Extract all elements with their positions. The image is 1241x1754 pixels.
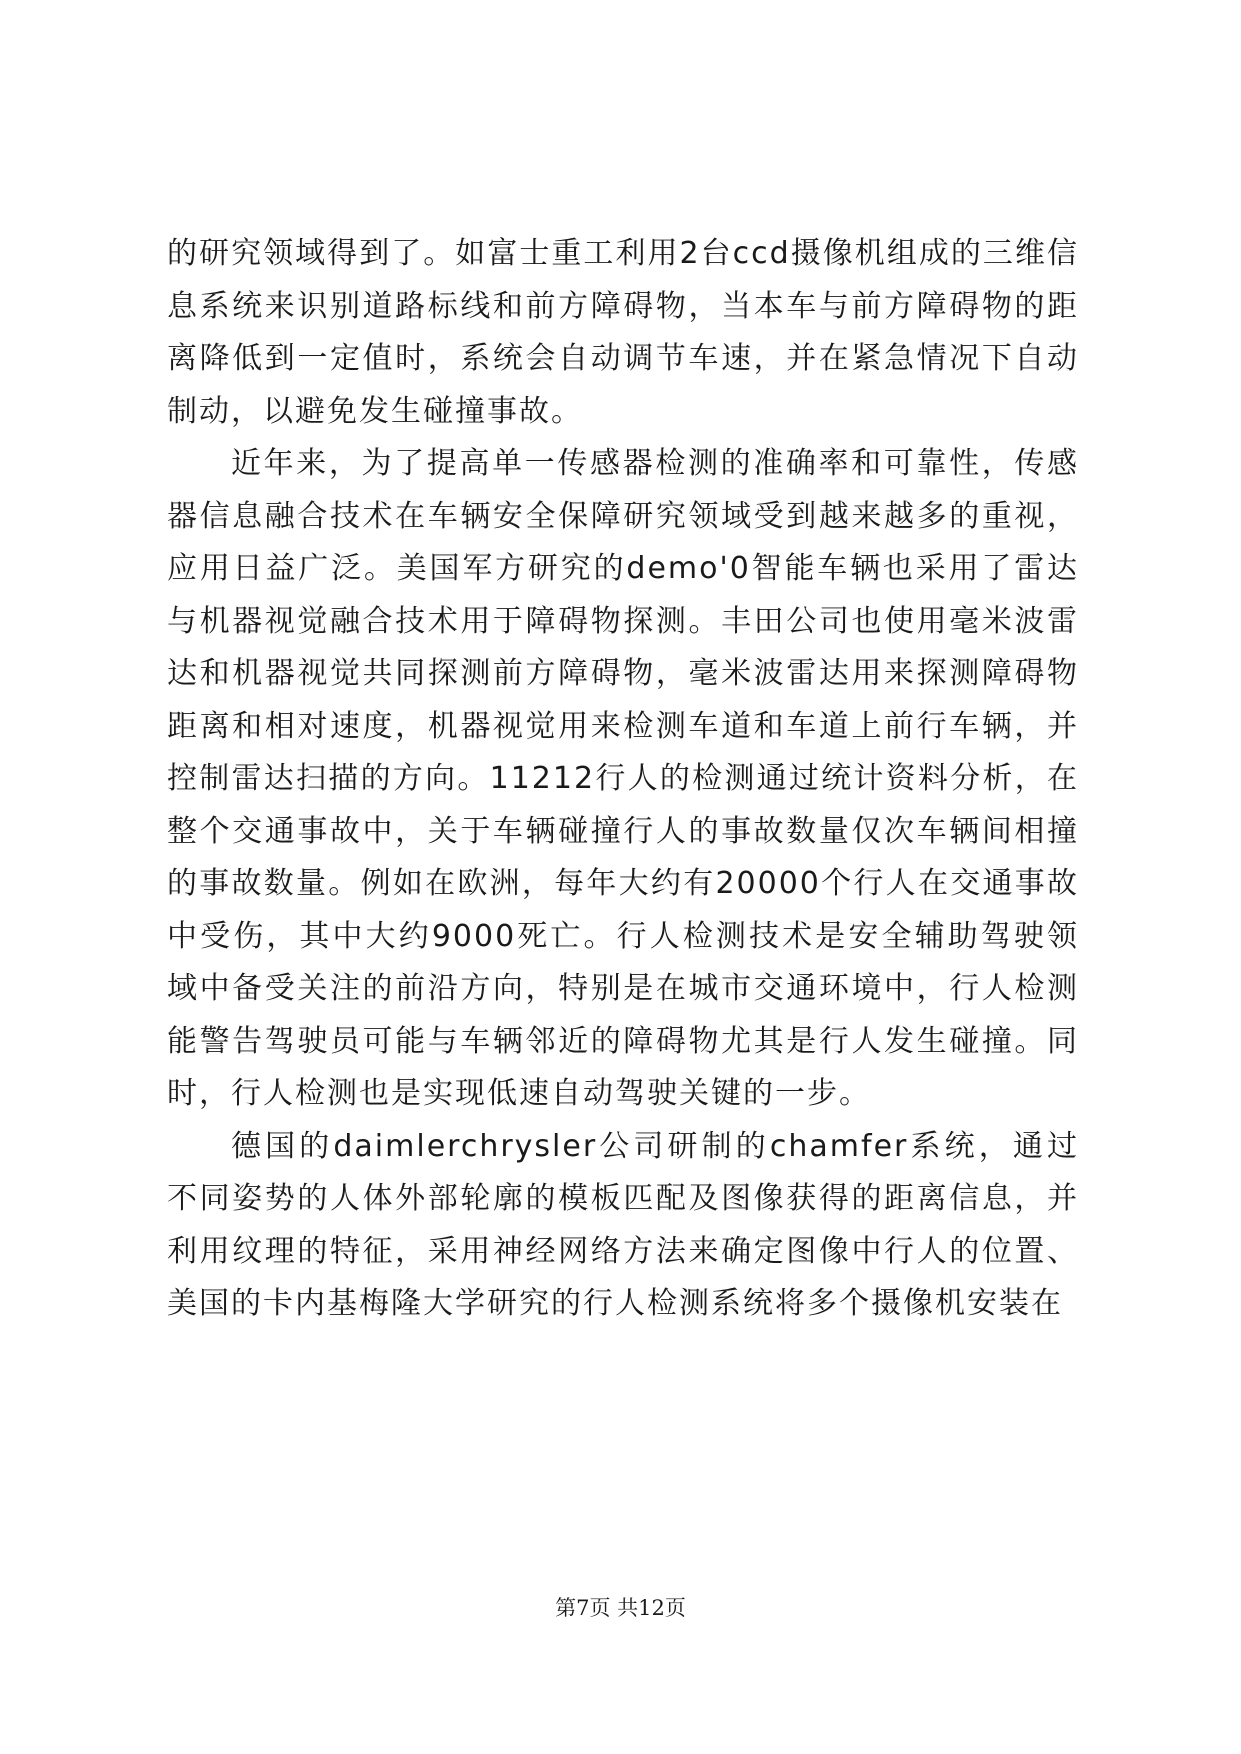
paragraph-1: 的研究领域得到了。如富士重工利用2台ccd摄像机组成的三维信息系统来识别道路标线和前方障碍物，当本车与前方障碍物的距离降低到一定值时，系统会自动调节车速，并在紧急情况下自动制动，以避免发生碰撞事故。 (167, 236, 1079, 429)
paragraph-2: 近年来，为了提高单一传感器检测的准确率和可靠性，传感器信息融合技术在车辆安全保障研究领域受到越来越多的重视，应用日益广泛。美国军方研究的demo'0智能车辆也采用了雷达与机器视觉融合技术用于障碍物探测。丰田公司也使用毫米波雷达和机器视觉共同探测前方障碍物，毫米波雷达用来探测障碍物距离和相对速度，机器视觉用来检测车道和车道上前行车辆，并控制雷达扫描的方向。11212行人的检测通过统计资料分析，在整个交通事故中，关于车辆碰撞行人的事故数量仅次车辆间相撞的事故数量。例如在欧洲，每年大约有20000个行人在交通事故中受伤，其中大约9000死亡。行人检测技术是安全辅助驾驶领域中备受关注的前沿方向，特别是在城市交通环境中，行人检测能警告驾驶员可能与车辆邻近的障碍物尤其是行人发生碰撞。同时，行人检测也是实现低速自动驾驶关键的一步。 (167, 446, 1079, 1111)
page-number-label: 第7页 共12页 (555, 1596, 686, 1620)
document-body (167, 228, 1079, 1331)
paragraph-3: 德国的daimlerchrysler公司研制的chamfer系统，通过不同姿势的人体外部轮廓的模板匹配及图像获得的距离信息，并利用纹理的特征，采用神经网络方法来确定图像中行人的位置、美国的卡内基梅隆大学研究的行人检测系统将多个摄像机安装在 (167, 1128, 1079, 1321)
page-footer (0, 1592, 1241, 1622)
